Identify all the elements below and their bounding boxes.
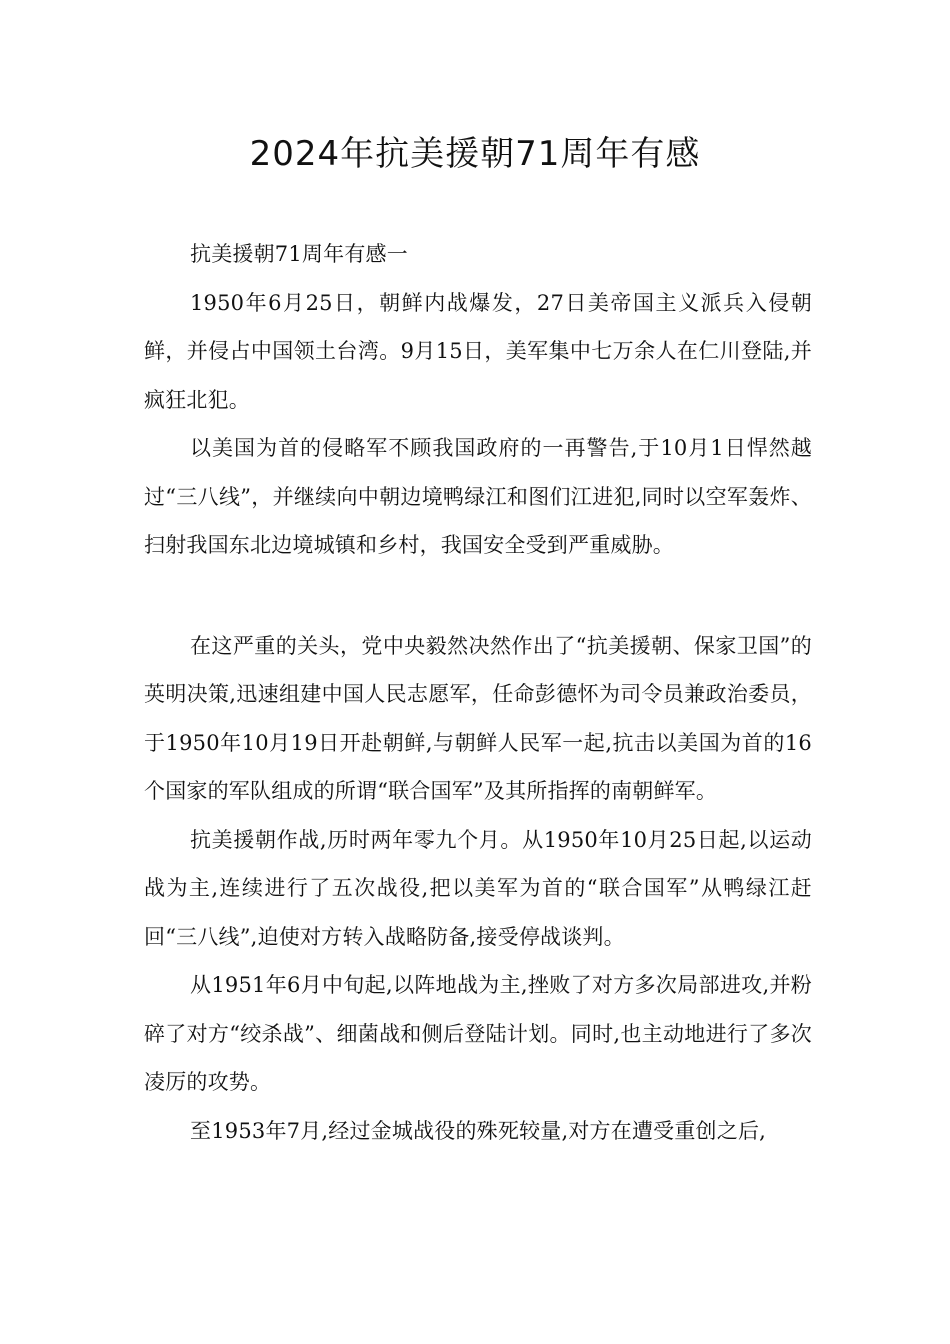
paragraph: 以美国为首的侵略军不顾我国政府的一再警告,于10月1日悍然越过“三八线”，并继续向中朝边境鸭绿江和图们江进犯,同时以空军轰炸、扫射我国东北边境城镇和乡村，我国安全受到严重威胁。 xyxy=(144,436,812,557)
paragraph: 至1953年7月,经过金城战役的殊死较量,对方在遭受重创之后, xyxy=(190,1118,767,1143)
paragraph: 1950年6月25日，朝鲜内战爆发，27日美帝国主义派兵入侵朝鲜，并侵占中国领土台湾。9月15日，美军集中七万余人在仁川登陆,并疯狂北犯。 xyxy=(144,290,812,412)
paragraph: 在这严重的关头，党中央毅然决然作出了“抗美援朝、保家卫国”的英明决策,迅速组建中国人民志愿军，任命彭德怀为司令员兼政治委员，于1950年10月19日开赴朝鲜,与朝鲜人民军一起,抗击以美国为首的16个国家的军队组成的所谓“联合国军”及其所指挥的南朝鲜军。 xyxy=(144,633,812,803)
document-title: 2024年抗美援朝71周年有感 xyxy=(249,134,701,174)
paragraph: 从1951年6月中旬起,以阵地战为主,挫败了对方多次局部进攻,并粉碎了对方“绞杀战”、细菌战和侧后登陆计划。同时,也主动地进行了多次凌厉的攻势。 xyxy=(144,973,812,1094)
paragraph: 抗美援朝作战,历时两年零九个月。从1950年10月25日起,以运动战为主,连续进行了五次战役,把以美军为首的“联合国军”从鸭绿江赶回“三八线”,迫使对方转入战略防备,接受停战谈判。 xyxy=(144,827,812,949)
document-body xyxy=(144,230,812,1155)
paragraph-subtitle: 抗美援朝71周年有感一 xyxy=(190,242,408,266)
